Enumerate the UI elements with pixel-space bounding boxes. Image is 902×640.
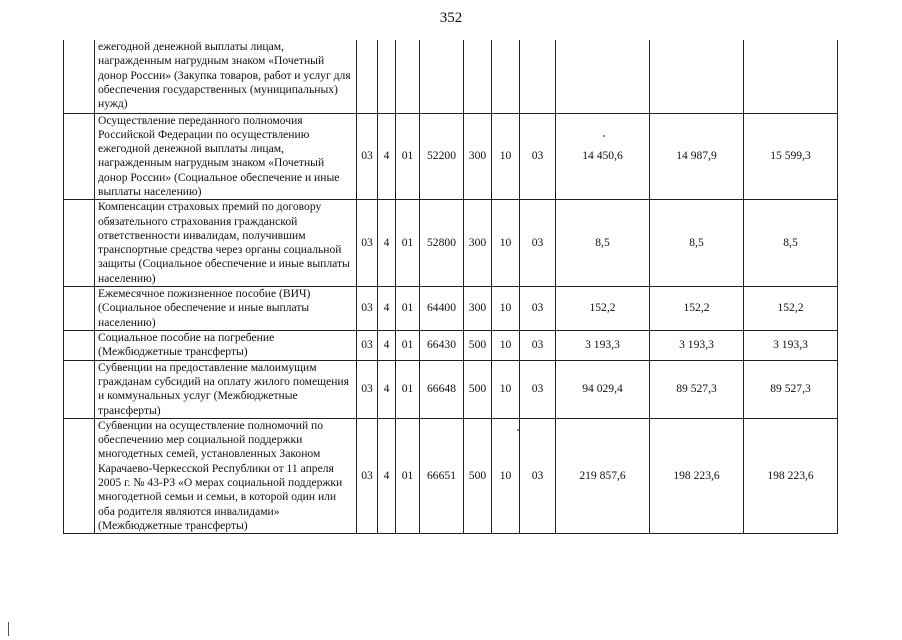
ministry-code (357, 40, 378, 113)
subsection-code: 03 (520, 287, 556, 331)
program-code: 4 (378, 113, 396, 200)
ministry-code: 03 (357, 200, 378, 287)
section-code: 10 (492, 360, 520, 418)
row-number-cell (64, 40, 95, 113)
amount-year-2: 198 223,6 (650, 418, 744, 533)
program-code: 4 (378, 418, 396, 533)
row-description: Компенсации страховых премий по договору обязательного страхования гражданской ответственности инвалидам, получившим транспортные средства через органы социальной защиты (Социальное обеспечение и иные выплаты населению) (95, 200, 357, 287)
subprogram-code: 01 (396, 287, 420, 331)
amount-year-2: 14 987,9 (650, 113, 744, 200)
program-code: 4 (378, 360, 396, 418)
table-row (64, 200, 838, 287)
scan-speck (603, 135, 605, 137)
expense-type-code (464, 40, 492, 113)
row-number-cell (64, 360, 95, 418)
row-number-cell (64, 287, 95, 331)
section-code: 10 (492, 113, 520, 200)
table-row (64, 287, 838, 331)
amount-year-2 (650, 40, 744, 113)
section-code: 10 (492, 331, 520, 361)
table-row (64, 418, 838, 533)
page-number: 352 (439, 10, 463, 26)
section-code (492, 40, 520, 113)
table-row (64, 331, 838, 361)
expense-type-code: 300 (464, 113, 492, 200)
row-description: Ежемесячное пожизненное пособие (ВИЧ) (Социальное обеспечение и иные выплаты населению) (95, 287, 357, 331)
direction-code: 66651 (420, 418, 464, 533)
row-description: Субвенции на предоставление малоимущим гражданам субсидий на оплату жилого помещения и коммунальных услуг (Межбюджетные трансферты) (95, 360, 357, 418)
direction-code: 52200 (420, 113, 464, 200)
subprogram-code: 01 (396, 418, 420, 533)
amount-year-1: 8,5 (556, 200, 650, 287)
row-description: Субвенции на осуществление полномочий по обеспечению мер социальной поддержки многодетных семей, установленных Законом Карачаево-Черкесской Республики от 11 апреля 2005 г. № 43-РЗ «О мерах социальной поддержки многодетной семьи и семьи, в которой один или оба родителя являются инвалидами» (Межбюджетные трансферты) (95, 418, 357, 533)
ministry-code: 03 (357, 360, 378, 418)
subprogram-code (396, 40, 420, 113)
row-description: ежегодной денежной выплаты лицам, награжденным нагрудным знаком «Почетный донор России» (Закупка товаров, работ и услуг для обеспечения государственных (муниципальных) нужд) (95, 40, 357, 113)
amount-year-1: 14 450,6 (556, 113, 650, 200)
direction-code: 66430 (420, 331, 464, 361)
expense-type-code: 500 (464, 418, 492, 533)
subsection-code: 03 (520, 331, 556, 361)
direction-code: 64400 (420, 287, 464, 331)
scan-speck (517, 429, 519, 431)
amount-year-3: 89 527,3 (744, 360, 838, 418)
amount-year-2: 152,2 (650, 287, 744, 331)
table-row (64, 113, 838, 200)
program-code: 4 (378, 200, 396, 287)
section-code: 10 (492, 287, 520, 331)
subsection-code: 03 (520, 113, 556, 200)
ministry-code: 03 (357, 113, 378, 200)
subsection-code (520, 40, 556, 113)
amount-year-3: 15 599,3 (744, 113, 838, 200)
amount-year-3: 3 193,3 (744, 331, 838, 361)
amount-year-2: 3 193,3 (650, 331, 744, 361)
subprogram-code: 01 (396, 360, 420, 418)
expense-type-code: 300 (464, 287, 492, 331)
row-description: Социальное пособие на погребение (Межбюджетные трансферты) (95, 331, 357, 361)
row-number-cell (64, 418, 95, 533)
ministry-code: 03 (357, 331, 378, 361)
ministry-code: 03 (357, 418, 378, 533)
subsection-code: 03 (520, 200, 556, 287)
subsection-code: 03 (520, 418, 556, 533)
amount-year-1: 94 029,4 (556, 360, 650, 418)
subprogram-code: 01 (396, 113, 420, 200)
expense-type-code: 500 (464, 331, 492, 361)
amount-year-1: 152,2 (556, 287, 650, 331)
section-code: 10 (492, 200, 520, 287)
amount-year-3: 8,5 (744, 200, 838, 287)
budget-table (63, 40, 838, 534)
direction-code: 52800 (420, 200, 464, 287)
row-description: Осуществление переданного полномочия Российской Федерации по осуществлению ежегодной денежной выплаты лицам, награжденным нагрудным знаком «Почетный донор России» (Социальное обеспечение и иные выплаты населению) (95, 113, 357, 200)
row-number-cell (64, 200, 95, 287)
amount-year-1: 3 193,3 (556, 331, 650, 361)
program-code: 4 (378, 287, 396, 331)
subprogram-code: 01 (396, 331, 420, 361)
amount-year-3: 152,2 (744, 287, 838, 331)
amount-year-3 (744, 40, 838, 113)
table-row (64, 360, 838, 418)
direction-code (420, 40, 464, 113)
section-code: 10 (492, 418, 520, 533)
scan-edge-mark (8, 622, 9, 636)
amount-year-2: 89 527,3 (650, 360, 744, 418)
subprogram-code: 01 (396, 200, 420, 287)
row-number-cell (64, 331, 95, 361)
ministry-code: 03 (357, 287, 378, 331)
program-code: 4 (378, 331, 396, 361)
expense-type-code: 500 (464, 360, 492, 418)
direction-code: 66648 (420, 360, 464, 418)
expense-type-code: 300 (464, 200, 492, 287)
amount-year-3: 198 223,6 (744, 418, 838, 533)
row-number-cell (64, 113, 95, 200)
program-code (378, 40, 396, 113)
subsection-code: 03 (520, 360, 556, 418)
amount-year-1 (556, 40, 650, 113)
amount-year-2: 8,5 (650, 200, 744, 287)
table-row (64, 40, 838, 113)
amount-year-1: 219 857,6 (556, 418, 650, 533)
